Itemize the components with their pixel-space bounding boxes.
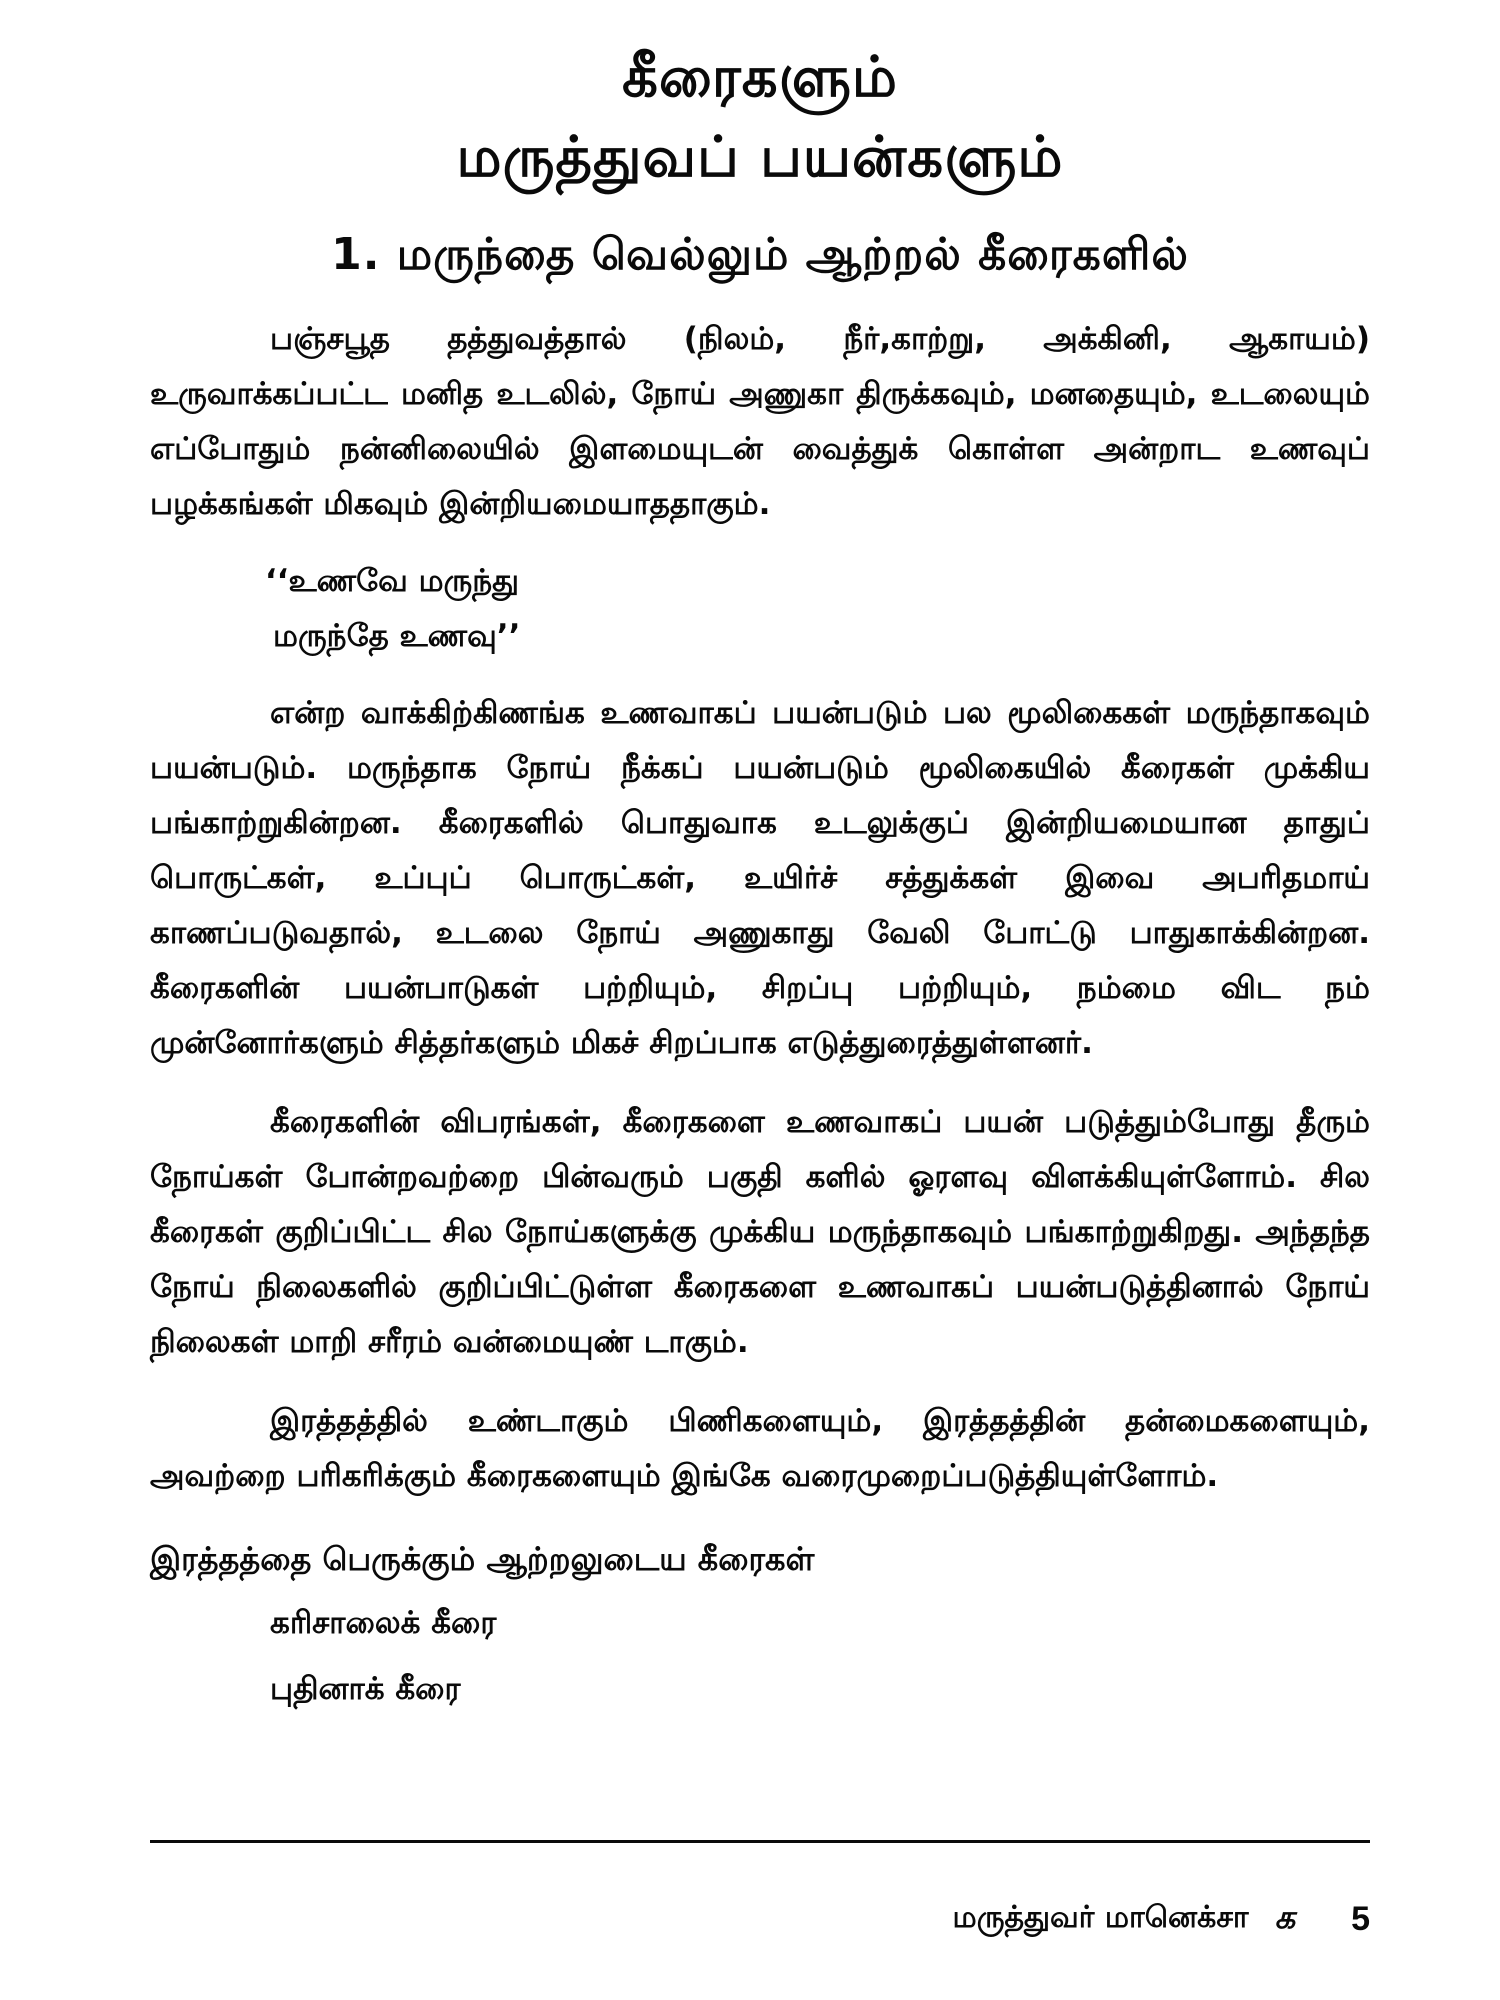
proverb-quote	[265, 554, 1370, 664]
blood-greens-heading: இரத்தத்தை பெருக்கும் ஆற்றலுடைய கீரைகள்	[150, 1540, 815, 1579]
footer-divider	[150, 1840, 1370, 1843]
section-heading: 1. மருந்தை வெல்லும் ஆற்றல் கீரைகளில்	[331, 229, 1189, 281]
greens-list	[270, 1594, 1370, 1718]
paragraph-details: கீரைகளின் விபரங்கள், கீரைகளை உணவாகப் பயன் படுத்தும்போது தீரும் நோய்கள் போன்றவற்றை பின்வரும் பகுதி களில் ஓரளவு விளக்கியுள்ளோம். சில கீரைகள் குறிப்பிட்ட சில நோய்களுக்கு முக்கிய மருந்தாகவும் பங்காற்றுகிறது. அந்தந்த நோய் நிலைகளில் குறிப்பிட்டுள்ள கீரைகளை உணவாகப் பயன்படுத்தினால் நோய் நிலைகள் மாறி சரீரம் வன்மையுண் டாகும்.	[150, 1104, 1370, 1361]
quote-line-2: மருந்தே உணவு’’	[273, 618, 521, 655]
quote-line-1: ‘‘உணவே மருந்து	[265, 563, 520, 600]
page-title-line-2: மருத்துவப் பயன்களும்	[456, 124, 1064, 190]
book-page	[150, 40, 1370, 1960]
paragraph-blood: இரத்தத்தில் உண்டாகும் பிணிகளையும், இரத்தத்தின் தன்மைகளையும், அவற்றை பரிகரிக்கும் கீரைகளையும் இங்கே வரைமுறைப்படுத்தியுள்ளோம்.	[150, 1403, 1370, 1495]
paragraph-intro: பஞ்சபூத தத்துவத்தால் (நிலம், நீர்,காற்று, அக்கினி, ஆகாயம்) உருவாக்கப்பட்ட மனித உடலில், நோய் அணுகா திருக்கவும், மனதையும், உடலையும் எப்போதும் நன்னிலையில் இளமையுடன் வைத்துக் கொள்ள அன்றாட உணவுப் பழக்கங்கள் மிகவும் இன்றியமையாததாகும்.	[150, 321, 1370, 523]
footer-mark: க	[1274, 1898, 1296, 1936]
page-footer	[953, 1898, 1370, 1940]
list-item: கரிசாலைக் கீரை	[270, 1605, 497, 1642]
page-title-line-1: கீரைகளும்	[622, 45, 898, 110]
page-number: 5	[1351, 1899, 1370, 1938]
list-item: புதினாக் கீரை	[270, 1671, 461, 1708]
paragraph-herbs: என்ற வாக்கிற்கிணங்க உணவாகப் பயன்படும் பல மூலிகைகள் மருந்தாகவும் பயன்படும். மருந்தாக நோய் நீக்கப் பயன்படும் மூலிகையில் கீரைகள் முக்கிய பங்காற்றுகின்றன. கீரைகளில் பொதுவாக உடலுக்குப் இன்றியமையான தாதுப் பொருட்கள், உப்புப் பொருட்கள், உயிர்ச் சத்துக்கள் இவை அபரிதமாய் காணப்படுவதால், உடலை நோய் அணுகாது வேலி போட்டு பாதுகாக்கின்றன. கீரைகளின் பயன்பாடுகள் பற்றியும், சிறப்பு பற்றியும், நம்மை விட நம் முன்னோர்களும் சித்தர்களும் மிகச் சிறப்பாக எடுத்துரைத்துள்ளனர்.	[150, 695, 1370, 1062]
footer-brand: மருத்துவர் மானெக்சா	[952, 1899, 1249, 1935]
